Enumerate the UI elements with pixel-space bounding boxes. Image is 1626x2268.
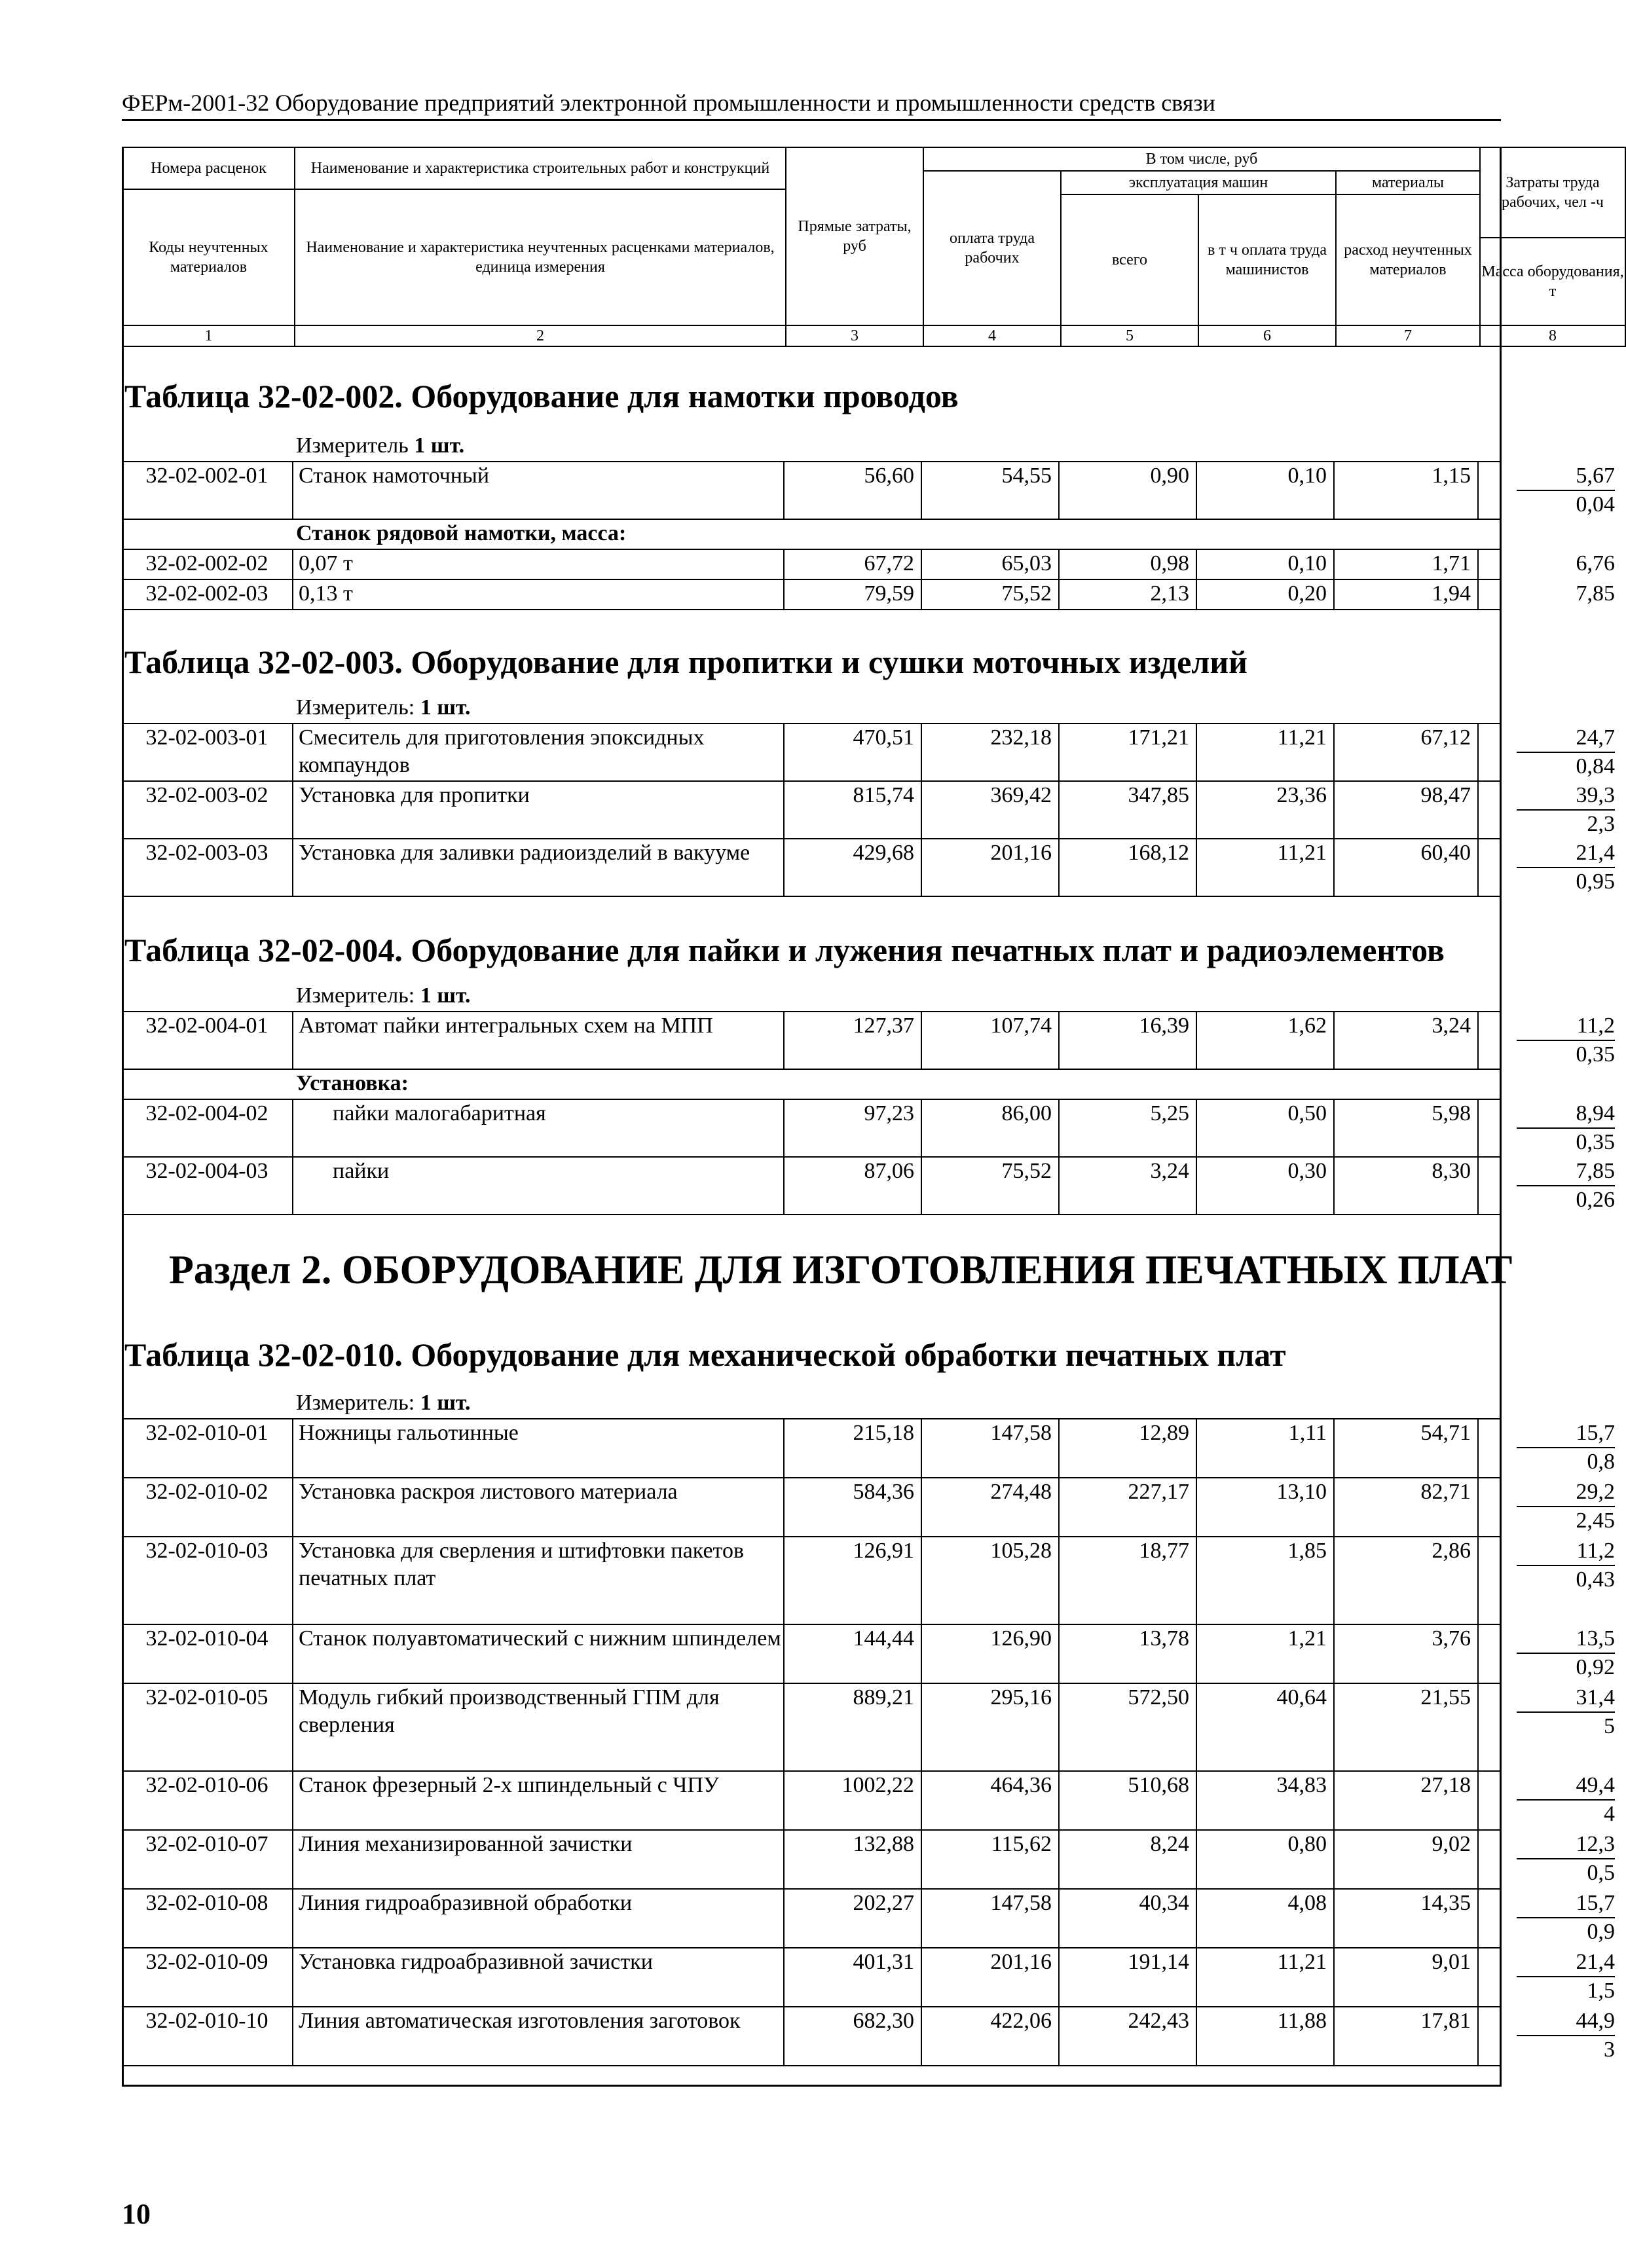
table-row — [122, 1419, 1615, 1477]
work-name: Установка для заливки радиоизделий в вакууме — [293, 839, 785, 896]
labor-mass-cell — [1479, 1478, 1623, 1536]
table-row — [122, 1478, 1615, 1536]
labor-hours: 15,7 — [1517, 1890, 1615, 1918]
col1-bottom-header: Коды неучтенных материалов — [122, 189, 295, 326]
labor-pay: 201,16 — [922, 839, 1060, 896]
work-name: Линия гидроабразивной обработки — [293, 1890, 785, 1947]
table-row — [122, 1158, 1615, 1214]
equipment-mass: 0,84 — [1576, 754, 1615, 778]
labor-hours: 21,4 — [1517, 1948, 1615, 1977]
labor-mass-cell — [1479, 839, 1623, 896]
work-name: Линия автоматическая изготовления заготовок — [293, 2007, 785, 2065]
machinists-pay: 0,20 — [1197, 580, 1335, 609]
measure — [296, 983, 471, 1008]
labor-hours: 5,67 — [1517, 462, 1615, 491]
direct-cost: 889,21 — [785, 1684, 922, 1770]
materials-cost: 9,02 — [1335, 1831, 1479, 1888]
labor-pay: 369,42 — [922, 782, 1060, 838]
rate-code: 32-02-010-02 — [122, 1478, 293, 1536]
equipment-mass: 2,3 — [1587, 812, 1615, 836]
work-name: Установка раскроя листового материала — [293, 1478, 785, 1536]
table-row — [122, 1684, 1615, 1770]
machinists-pay: 13,10 — [1197, 1478, 1335, 1536]
labor-hours: 11,2 — [1517, 1012, 1615, 1041]
rate-code: 32-02-002-03 — [122, 580, 293, 609]
labor-pay: 201,16 — [922, 1948, 1060, 2006]
direct-cost: 67,72 — [785, 550, 922, 579]
labor-mass-cell — [1479, 1831, 1623, 1888]
materials-cost: 3,24 — [1335, 1012, 1479, 1069]
direct-cost: 584,36 — [785, 1478, 922, 1536]
col2-bottom-header: Наименование и характеристика неучтенных расценками материалов, единица измерения — [294, 189, 786, 326]
table-row — [122, 2007, 1615, 2065]
measure-label: Измеритель — [296, 433, 409, 458]
incl-header: В том числе, руб — [923, 147, 1481, 172]
machines-total: 13,78 — [1060, 1625, 1197, 1683]
labor-mass-cell — [1479, 1890, 1623, 1947]
work-name: Ножницы гальотинные — [293, 1419, 785, 1477]
col-num: 3 — [785, 325, 924, 347]
machines-total: 347,85 — [1060, 782, 1197, 838]
work-name: 0,07 т — [293, 550, 785, 579]
labor-hours: 24,7 — [1517, 724, 1615, 753]
subheader: Установка: — [296, 1071, 409, 1095]
labor-hours: 12,3 — [1517, 1831, 1615, 1859]
machines-total: 40,34 — [1060, 1890, 1197, 1947]
direct-cost: 1002,22 — [785, 1772, 922, 1829]
equipment-mass: 0,35 — [1576, 1042, 1615, 1067]
rate-code: 32-02-010-06 — [122, 1772, 293, 1829]
labor-pay: 147,58 — [922, 1890, 1060, 1947]
machinists-pay: 0,50 — [1197, 1100, 1335, 1156]
machinists-pay: 11,21 — [1197, 1948, 1335, 2006]
row-rule — [122, 1069, 1502, 1070]
measure-label: Измеритель: — [296, 983, 415, 1008]
table-title: Таблица 32-02-010. Оборудование для механической обработки печатных плат — [124, 1336, 1286, 1373]
direct-cost: 401,31 — [785, 1948, 922, 2006]
materials-cost: 54,71 — [1335, 1419, 1479, 1477]
labor-mass-cell — [1479, 462, 1623, 519]
work-name: Установка для сверления и штифтовки пакетов печатных плат — [293, 1537, 785, 1624]
work-name: Установка для пропитки — [293, 782, 785, 838]
table-row — [122, 1100, 1615, 1156]
direct-cost: 144,44 — [785, 1625, 922, 1683]
rate-code: 32-02-010-04 — [122, 1625, 293, 1683]
equipment-mass: 0,26 — [1576, 1188, 1615, 1212]
equipment-mass: 2,45 — [1576, 1509, 1615, 1533]
col-num: 5 — [1060, 325, 1199, 347]
measure-value: 1 шт. — [420, 983, 471, 1008]
machinists-pay: 11,21 — [1197, 839, 1335, 896]
labor-mass-cell — [1479, 1158, 1623, 1214]
table-row — [122, 1625, 1615, 1683]
direct-cost: 682,30 — [785, 2007, 922, 2065]
labor-mass-cell — [1479, 1772, 1623, 1829]
table-row — [122, 724, 1615, 780]
work-name: пайки малогабаритная — [293, 1100, 785, 1156]
machines-total: 3,24 — [1060, 1158, 1197, 1214]
direct-cost: 126,91 — [785, 1537, 922, 1624]
measure-label: Измеритель: — [296, 1391, 415, 1415]
rate-code: 32-02-004-03 — [122, 1158, 293, 1214]
labor-mass-cell — [1479, 1012, 1623, 1069]
rate-code: 32-02-010-09 — [122, 1948, 293, 2006]
materials-cost: 27,18 — [1335, 1772, 1479, 1829]
machines-total: 18,77 — [1060, 1537, 1197, 1624]
materials-cost: 17,81 — [1335, 2007, 1479, 2065]
labor-pay: 75,52 — [922, 1158, 1060, 1214]
equipment-mass: 5 — [1604, 1714, 1615, 1738]
rate-code: 32-02-010-05 — [122, 1684, 293, 1770]
col1-top-header: Номера расценок — [122, 147, 295, 190]
measure — [296, 1391, 471, 1416]
machinists-pay: 4,08 — [1197, 1890, 1335, 1947]
col-num: 8 — [1479, 325, 1626, 347]
machines-total: 8,24 — [1060, 1831, 1197, 1888]
direct-cost: 470,51 — [785, 724, 922, 780]
rate-code: 32-02-003-02 — [122, 782, 293, 838]
row-rule — [122, 609, 1502, 610]
rate-code: 32-02-003-03 — [122, 839, 293, 896]
machinists-pay: 34,83 — [1197, 1772, 1335, 1829]
labor-pay: 126,90 — [922, 1625, 1060, 1683]
rate-code: 32-02-010-01 — [122, 1419, 293, 1477]
rate-code: 32-02-010-03 — [122, 1537, 293, 1624]
labor-hours: 29,2 — [1517, 1478, 1615, 1507]
labor-hours: 21,4 — [1517, 839, 1615, 868]
labor-pay: 65,03 — [922, 550, 1060, 579]
equipment-mass: 3 — [1604, 2038, 1615, 2062]
table-row — [122, 462, 1615, 519]
machinists-pay: 11,88 — [1197, 2007, 1335, 2065]
materials-cost: 1,94 — [1335, 580, 1479, 609]
labor-pay: 274,48 — [922, 1478, 1060, 1536]
materials-cost: 1,15 — [1335, 462, 1479, 519]
machinists-pay: 0,10 — [1197, 550, 1335, 579]
rate-code: 32-02-010-10 — [122, 2007, 293, 2065]
col-num: 2 — [294, 325, 786, 347]
row-rule — [122, 2065, 1502, 2066]
work-name: пайки — [293, 1158, 785, 1214]
labor-hours: 6,76 — [1576, 551, 1615, 576]
machines-total: 0,98 — [1060, 550, 1197, 579]
labor-mass-cell — [1479, 724, 1623, 780]
machines-header: эксплуатация машин — [1060, 170, 1337, 195]
equipment-mass: 0,9 — [1587, 1920, 1615, 1944]
machines-total: 171,21 — [1060, 724, 1197, 780]
equipment-mass: 0,95 — [1576, 869, 1615, 894]
machinists-pay: 1,85 — [1197, 1537, 1335, 1624]
table-row — [122, 580, 1615, 609]
table-row — [122, 1890, 1615, 1947]
running-header: ФЕРм-2001-32 Оборудование предприятий электронной промышленности и промышленности средств связи — [122, 90, 1215, 116]
labor-hours: 7,85 — [1576, 581, 1615, 606]
col8-bottom-header: Масса оборудования, т — [1479, 237, 1626, 326]
work-name: Линия механизированной зачистки — [293, 1831, 785, 1888]
direct-cost: 79,59 — [785, 580, 922, 609]
machines-total: 168,12 — [1060, 839, 1197, 896]
col7-header: расход неучтенных материалов — [1335, 194, 1481, 326]
materials-cost: 67,12 — [1335, 724, 1479, 780]
machinists-pay: 0,10 — [1197, 462, 1335, 519]
col5-header: всего — [1060, 194, 1199, 326]
work-name: Смеситель для приготовления эпоксидных компаундов — [293, 724, 785, 780]
equipment-mass: 0,5 — [1587, 1861, 1615, 1885]
equipment-mass: 1,5 — [1587, 1979, 1615, 2003]
table-row — [122, 1831, 1615, 1888]
labor-hours: 44,9 — [1517, 2007, 1615, 2036]
rate-code: 32-02-002-02 — [122, 550, 293, 579]
work-name: Модуль гибкий производственный ГПМ для сверления — [293, 1684, 785, 1770]
measure — [296, 433, 464, 458]
equipment-mass: 0,43 — [1576, 1567, 1615, 1592]
machines-total: 2,13 — [1060, 580, 1197, 609]
labor-pay: 232,18 — [922, 724, 1060, 780]
materials-cost: 5,98 — [1335, 1100, 1479, 1156]
materials-cost: 2,86 — [1335, 1537, 1479, 1624]
equipment-mass: 0,8 — [1587, 1450, 1615, 1474]
col4-header: оплата труда рабочих — [923, 170, 1062, 326]
direct-cost: 202,27 — [785, 1890, 922, 1947]
materials-cost: 3,76 — [1335, 1625, 1479, 1683]
materials-cost: 98,47 — [1335, 782, 1479, 838]
machinists-pay: 40,64 — [1197, 1684, 1335, 1770]
direct-cost: 429,68 — [785, 839, 922, 896]
labor-pay: 295,16 — [922, 1684, 1060, 1770]
table-row — [122, 1772, 1615, 1829]
machinists-pay: 1,21 — [1197, 1625, 1335, 1683]
machines-total: 242,43 — [1060, 2007, 1197, 2065]
labor-mass-cell — [1479, 782, 1623, 838]
work-name: Станок намоточный — [293, 462, 785, 519]
work-name: Автомат пайки интегральных схем на МПП — [293, 1012, 785, 1069]
column-header — [122, 147, 1624, 347]
section-title: Раздел 2. ОБОРУДОВАНИЕ ДЛЯ ИЗГОТОВЛЕНИЯ ПЕЧАТНЫХ ПЛАТ — [169, 1248, 1513, 1292]
machines-total: 12,89 — [1060, 1419, 1197, 1477]
page-number: 10 — [122, 2198, 151, 2230]
labor-mass-cell — [1479, 1537, 1623, 1624]
col2-top-header: Наименование и характеристика строительных работ и конструкций — [294, 147, 786, 190]
work-name: Установка гидроабразивной зачистки — [293, 1948, 785, 2006]
equipment-mass: 0,35 — [1576, 1130, 1615, 1154]
materials-cost: 8,30 — [1335, 1158, 1479, 1214]
measure-value: 1 шт. — [420, 695, 471, 720]
equipment-mass: 0,04 — [1576, 492, 1615, 517]
labor-pay: 54,55 — [922, 462, 1060, 519]
machines-total: 16,39 — [1060, 1012, 1197, 1069]
row-rule — [122, 1214, 1502, 1215]
col-num: 7 — [1335, 325, 1481, 347]
materials-cost: 9,01 — [1335, 1948, 1479, 2006]
subheader: Станок рядовой намотки, масса: — [296, 521, 627, 545]
measure-label: Измеритель: — [296, 695, 415, 720]
row-rule — [122, 896, 1502, 897]
materials-cost: 60,40 — [1335, 839, 1479, 896]
labor-pay: 464,36 — [922, 1772, 1060, 1829]
machines-total: 572,50 — [1060, 1684, 1197, 1770]
labor-hours: 39,3 — [1517, 782, 1615, 811]
rate-code: 32-02-002-01 — [122, 462, 293, 519]
labor-pay: 147,58 — [922, 1419, 1060, 1477]
labor-mass-cell — [1479, 1948, 1623, 2006]
machinists-pay: 0,80 — [1197, 1831, 1335, 1888]
rate-code: 32-02-010-07 — [122, 1831, 293, 1888]
machines-total: 5,25 — [1060, 1100, 1197, 1156]
col-num: 6 — [1198, 325, 1337, 347]
equipment-mass: 4 — [1604, 1802, 1615, 1826]
measure-value: 1 шт. — [414, 433, 465, 458]
col-num: 4 — [923, 325, 1062, 347]
machines-total: 0,90 — [1060, 462, 1197, 519]
labor-mass-cell — [1479, 1684, 1623, 1770]
table-row — [122, 550, 1615, 579]
materials-cost: 14,35 — [1335, 1890, 1479, 1947]
table-row — [122, 1012, 1615, 1069]
rate-code: 32-02-004-01 — [122, 1012, 293, 1069]
machines-total: 227,17 — [1060, 1478, 1197, 1536]
labor-pay: 115,62 — [922, 1831, 1060, 1888]
table-row — [122, 1537, 1615, 1624]
table-title: Таблица 32-02-004. Оборудование для пайки и лужения печатных плат и радиоэлементов — [124, 932, 1445, 968]
work-name: Станок фрезерный 2-х шпиндельный с ЧПУ — [293, 1772, 785, 1829]
table-title: Таблица 32-02-002. Оборудование для намотки проводов — [124, 378, 959, 414]
labor-hours: 11,2 — [1517, 1537, 1615, 1566]
labor-hours: 49,4 — [1517, 1772, 1615, 1801]
work-name: 0,13 т — [293, 580, 785, 609]
measure-value: 1 шт. — [420, 1391, 471, 1415]
materials-cost: 1,71 — [1335, 550, 1479, 579]
table-row — [122, 782, 1615, 838]
direct-cost: 56,60 — [785, 462, 922, 519]
machinists-pay: 23,36 — [1197, 782, 1335, 838]
materials-cost: 21,55 — [1335, 1684, 1479, 1770]
table-row — [122, 839, 1615, 896]
machinists-pay: 1,11 — [1197, 1419, 1335, 1477]
labor-mass-cell — [1479, 1625, 1623, 1683]
labor-pay: 75,52 — [922, 580, 1060, 609]
table-title: Таблица 32-02-003. Оборудование для пропитки и сушки моточных изделий — [124, 644, 1247, 680]
rate-code: 32-02-010-08 — [122, 1890, 293, 1947]
labor-hours: 7,85 — [1517, 1158, 1615, 1186]
col8-top-header: Затраты труда рабочих, чел -ч — [1479, 147, 1626, 238]
machines-total: 191,14 — [1060, 1948, 1197, 2006]
work-name: Станок полуавтоматический с нижним шпинделем — [293, 1625, 785, 1683]
table-row — [122, 1948, 1615, 2006]
direct-cost: 215,18 — [785, 1419, 922, 1477]
labor-mass-cell — [1479, 1100, 1623, 1156]
labor-hours: 8,94 — [1517, 1100, 1615, 1129]
rate-code: 32-02-003-01 — [122, 724, 293, 780]
machinists-pay: 1,62 — [1197, 1012, 1335, 1069]
labor-mass-cell — [1479, 1419, 1623, 1477]
header-rule — [122, 119, 1501, 121]
rate-code: 32-02-004-02 — [122, 1100, 293, 1156]
col3-header: Прямые затраты, руб — [785, 147, 924, 326]
materials-cost: 82,71 — [1335, 1478, 1479, 1536]
machinists-pay: 0,30 — [1197, 1158, 1335, 1214]
labor-hours: 31,4 — [1517, 1684, 1615, 1713]
direct-cost: 815,74 — [785, 782, 922, 838]
labor-pay: 107,74 — [922, 1012, 1060, 1069]
col6-header: в т ч оплата труда машинистов — [1198, 194, 1337, 326]
machines-total: 510,68 — [1060, 1772, 1197, 1829]
col-num: 1 — [122, 325, 295, 347]
direct-cost: 132,88 — [785, 1831, 922, 1888]
labor-pay: 86,00 — [922, 1100, 1060, 1156]
materials-header: материалы — [1335, 170, 1481, 195]
direct-cost: 127,37 — [785, 1012, 922, 1069]
labor-hours: 13,5 — [1517, 1625, 1615, 1654]
equipment-mass: 0,92 — [1576, 1655, 1615, 1679]
machinists-pay: 11,21 — [1197, 724, 1335, 780]
row-rule — [122, 519, 1502, 520]
labor-pay: 422,06 — [922, 2007, 1060, 2065]
direct-cost: 87,06 — [785, 1158, 922, 1214]
direct-cost: 97,23 — [785, 1100, 922, 1156]
measure — [296, 695, 471, 720]
labor-hours: 15,7 — [1517, 1419, 1615, 1448]
labor-mass-cell — [1479, 2007, 1623, 2065]
labor-pay: 105,28 — [922, 1537, 1060, 1624]
